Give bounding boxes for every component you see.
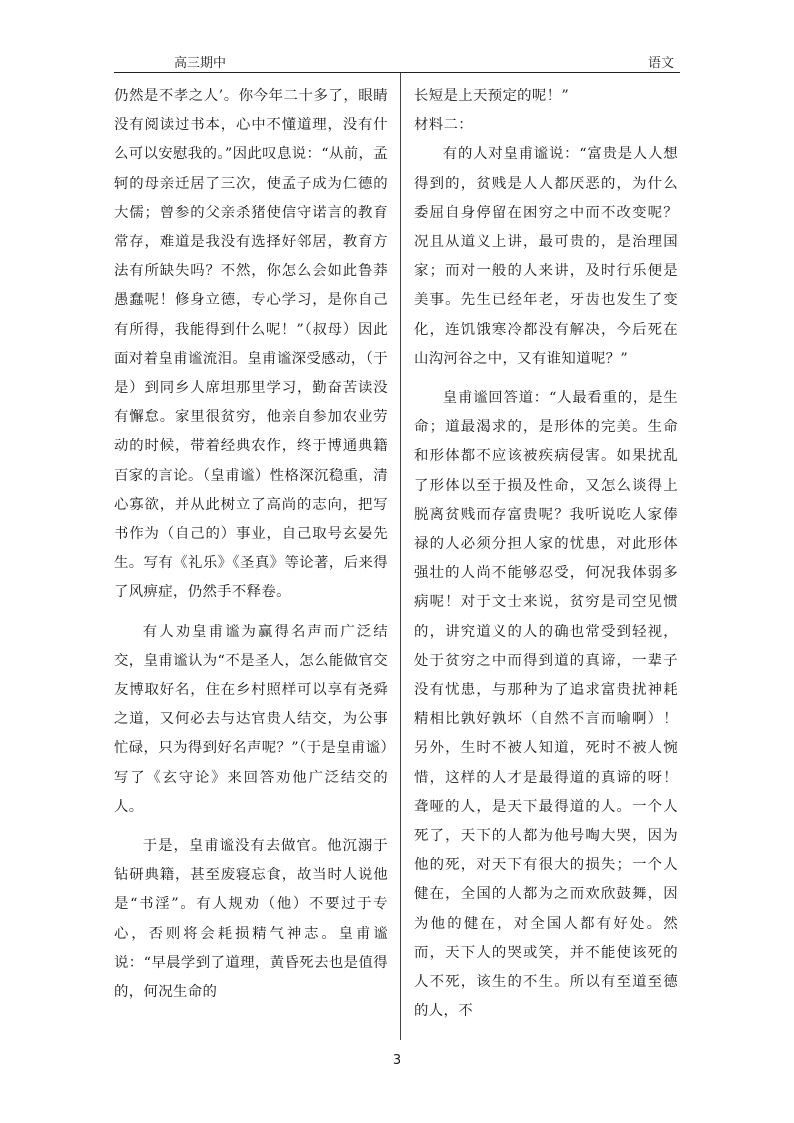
- header-subject: 语文: [647, 56, 674, 71]
- right-paragraph-2: 皇甫谧回答道：“人最看重的，是生命；道最渴求的，是形体的完美。生命和形体都不应该被疾病侵害。如果扰乱了形体以至于损及性命，又怎么谈得上脱离贫贱而存富贵呢？我听说吃人家俸禄的人必须分担人家的忧患，对此形体强壮的人尚不能够忍受，何况我体弱多病呢！对于文士来说，贫穷是司空见惯的，讲究道义的人的确也常受到轻视，处于贫穷之中而得到道的真谛，一辈子没有忧患，与那种为了追求富贵扰神耗精相比孰好孰坏（自然不言而喻啊）！另外，生时不被人知道，死时不被人惋惜，这样的人才是最得道的真谛的呀！聋哑的人，是天下最得道的人。一个人死了，天下的人都为他号啕大哭，因为他的死，对天下有很大的损失；一个人健在，全国的人都为之而欢欣鼓舞，因为他的健在，对全国人都有好处。然而，天下人的哭或笑，并不能使该死的人不死，该生的不生。所以有至道至德的人，不: [414, 390, 678, 1020]
- left-column: [114, 82, 388, 1007]
- left-paragraph-3: 于是，皇甫谧没有去做官。他沉溺于钻研典籍，甚至废寝忘食，故当时人说他是“书淫”。有人规劝（他）不要过于专心，否则将会耗损精气神志。皇甫谧说：“早晨学到了道理，黄昏死去也是值得的，何况生命的: [114, 838, 388, 1001]
- right-continuation: 长短是上天预定的呢！”: [414, 88, 570, 104]
- right-column: [414, 82, 678, 1027]
- column-divider: [400, 73, 401, 1040]
- left-paragraph-1: 仍然是不孝之人’。你今年二十多了，眼睛没有阅读过书本，心中不懂道理，没有什么可以安慰我的。”因此叹息说：“从前，孟轲的母亲迁居了三次，使孟子成为仁德的大儒；曾参的父亲杀猪使信守诺言的教育常存，难道是我没有选择好邻居，教育方法有所缺失吗？不然，你怎么会如此鲁莽愚蠢呢！修身立德，专心学习，是你自己有所得，我能得到什么呢！”（叔母）因此面对着皇甫谧流泪。皇甫谧深受感动，（于是）到同乡人席坦那里学习，勤奋苦读没有懈怠。家里很贫穷，他亲自参加农业劳动的时候，带着经典农作，终于博通典籍百家的言论。（皇甫谧）性格深沉稳重，清心寡欲，并从此树立了高尚的志向，把写书作为（自己的）事业，自己取号玄晏先生。写有《礼乐》《圣真》等论著，后来得了风痹症，仍然手不释卷。: [114, 88, 388, 601]
- section-title: 材料二：: [414, 117, 473, 134]
- header-grade: 高三期中: [174, 56, 227, 71]
- left-paragraph-2: 有人劝皇甫谧为赢得名声而广泛结交，皇甫谧认为“不是圣人，怎么能做官交友博取好名，住在乡村照样可以享有尧舜之道，又何必去与达官贵人结交，为公事忙碌，只为得到好名声呢？”（于是皇甫谧）写了《玄守论》来回答劝他广泛结交的人。: [114, 623, 388, 815]
- right-paragraph-1: 有的人对皇甫谧说：“富贵是人人想得到的，贫贱是人人都厌恶的，为什么委屈自身停留在困穷之中而不改变呢？况且从道义上讲，最可贵的，是治理国家；而对一般的人来讲，及时行乐便是美事。先生已经年老，牙齿也发生了变化，连饥饿寒冷都没有解决，今后死在山沟河谷之中，又有谁知道呢？”: [414, 146, 678, 367]
- page-header: [114, 50, 680, 73]
- page-number: 3: [392, 1053, 402, 1068]
